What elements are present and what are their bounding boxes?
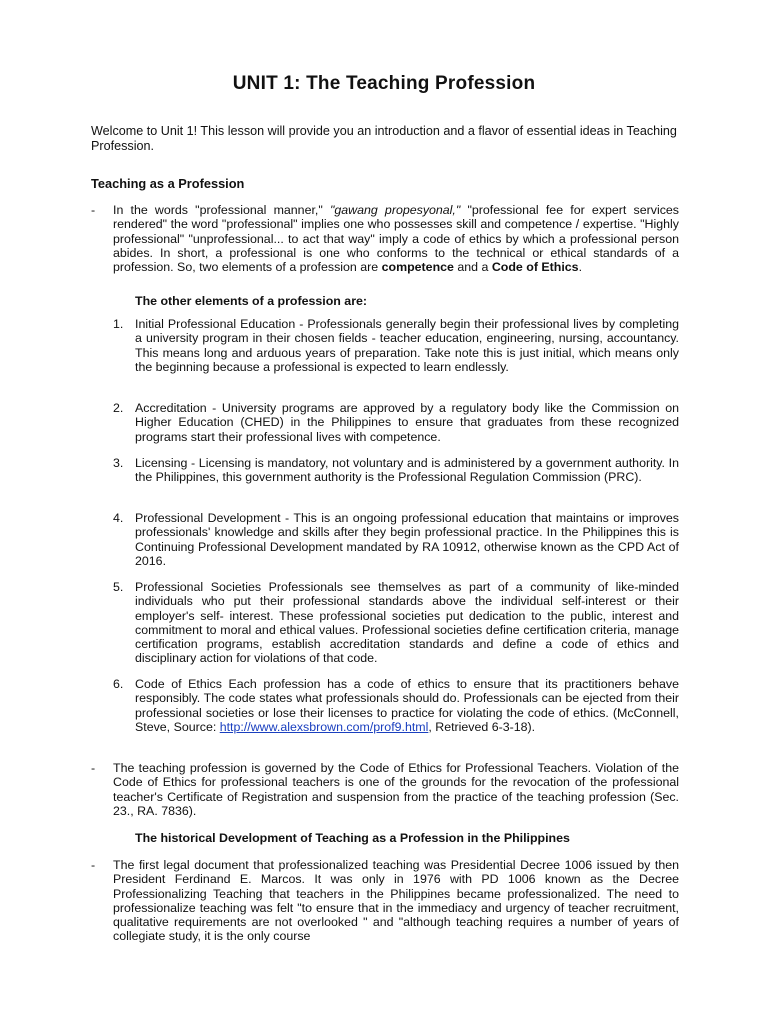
list-item-code-of-ethics	[113, 677, 679, 734]
paragraph-text: The first legal document that professionalized teaching was Presidential Decree 1006 issued by then President Ferdinand E. Marcos. It was only in 1976 with PD 1006 known as the Decree Professionalizing Teaching that teachers in the Philippines became professionalized. The need to professionalize teaching was felt "to ensure that in the immediacy and urgency of teacher recruitment, qualitative requirements are not overlooked " and "although teaching requires a number of years of collegiate study, it is the only course	[113, 858, 679, 944]
text-span: In the words "professional manner,"	[113, 203, 330, 217]
list-number: 6.	[113, 677, 124, 691]
bold-competence: competence	[381, 260, 454, 275]
bold-code-of-ethics: Code of Ethics	[491, 260, 579, 275]
text-span: and a	[453, 260, 492, 275]
text-span: Code of Ethics Each profession has a code of ethics to ensure that its practitioners behave responsibly. The code states what professionals should do. Professionals can be ejected from their professional societies or lose their licenses to practice for violating the code of ethics. (McConnell, Steve, Source:	[135, 677, 679, 734]
list-item-text: Accreditation - University programs are approved by a regulatory body like the Commission on Higher Education (CHED) in the Philippines to ensure that graduates from these recognized programs start their professional lives with competence.	[135, 401, 679, 444]
list-number: 1.	[113, 317, 124, 331]
text-span: , Retrieved 6-3-18).	[428, 719, 536, 734]
source-link[interactable]: http://www.alexsbrown.com/prof9.html	[219, 719, 429, 734]
intro-paragraph: Welcome to Unit 1! This lesson will provide you an introduction and a flavor of essential ideas in Teaching Profession.	[91, 124, 677, 153]
paragraph-historical-development	[91, 858, 679, 944]
list-item-initial-education	[113, 317, 679, 374]
paragraph-text	[113, 203, 679, 274]
historical-heading: The historical Development of Teaching as a Profession in the Philippines	[135, 831, 570, 845]
list-item-text	[135, 677, 679, 734]
paragraph-code-of-ethics-governance	[91, 761, 679, 818]
list-item-text: Professional Development - This is an ongoing professional education that maintains or improves professionals' knowledge and skills after they begin professional practice. In the Philippines this is Continuing Professional Development mandated by RA 10912, otherwise known as the CPD Act of 2016.	[135, 511, 679, 568]
text-span: .	[578, 260, 583, 275]
dash-bullet: -	[91, 858, 96, 872]
dash-bullet: -	[91, 761, 96, 775]
paragraph-text: The teaching profession is governed by the Code of Ethics for Professional Teachers. Violation of the Code of Ethics for professional teachers is one of the grounds for the revocation of the professional teacher's Certificate of Registration and suspension from the practice of the teaching profession (Sec. 23., RA. 7836).	[113, 761, 679, 818]
other-elements-heading: The other elements of a profession are:	[135, 294, 368, 308]
list-number: 3.	[113, 456, 124, 470]
list-item-text: Initial Professional Education - Professionals generally begin their professional lives by completing a university program in their chosen fields - teacher education, engineering, nursing, accountancy. This means long and arduous years of preparation. Take note this is just initial, which means only the beginning because a professional is expected to learn endlessly.	[135, 317, 679, 374]
list-number: 4.	[113, 511, 124, 525]
text-span: "professional fee for expert services rendered" the word "professional" implies one who possesses skill and competence / expertise. "Highly professional" "unprofessional... to act that way" imply a code of ethics by which a professional person abides. In short, a professional is one who conforms to the technical or ethical standards of a profession. So, two elements of a profession are	[113, 203, 679, 275]
list-item-professional-societies	[113, 580, 679, 666]
list-item-text: Licensing - Licensing is mandatory, not voluntary and is administered by a government authority. In the Philippines, this government authority is the Professional Regulation Commission (PRC).	[135, 456, 679, 485]
paragraph-professional-definition	[91, 203, 679, 274]
list-item-professional-development	[113, 511, 679, 568]
page-title: UNIT 1: The Teaching Profession	[232, 73, 536, 94]
list-item-text: Professional Societies Professionals see themselves as part of a community of like-minded individuals who put their professional standards above the individual self-interest or their employer's self- interest. These professional societies put dedication to the public, interest and commitment to moral and ethical values. Professional societies define certification criteria, manage certification programs, establish accreditation standards and define a code of ethics and disciplinary action for violations of that code.	[135, 580, 679, 666]
list-number: 2.	[113, 401, 124, 415]
list-number: 5.	[113, 580, 124, 594]
dash-bullet: -	[91, 203, 96, 217]
list-item-licensing	[113, 456, 679, 485]
italic-term: "gawang propesyonal,"	[329, 203, 461, 217]
section-heading: Teaching as a Profession	[91, 176, 245, 191]
list-item-accreditation	[113, 401, 679, 444]
